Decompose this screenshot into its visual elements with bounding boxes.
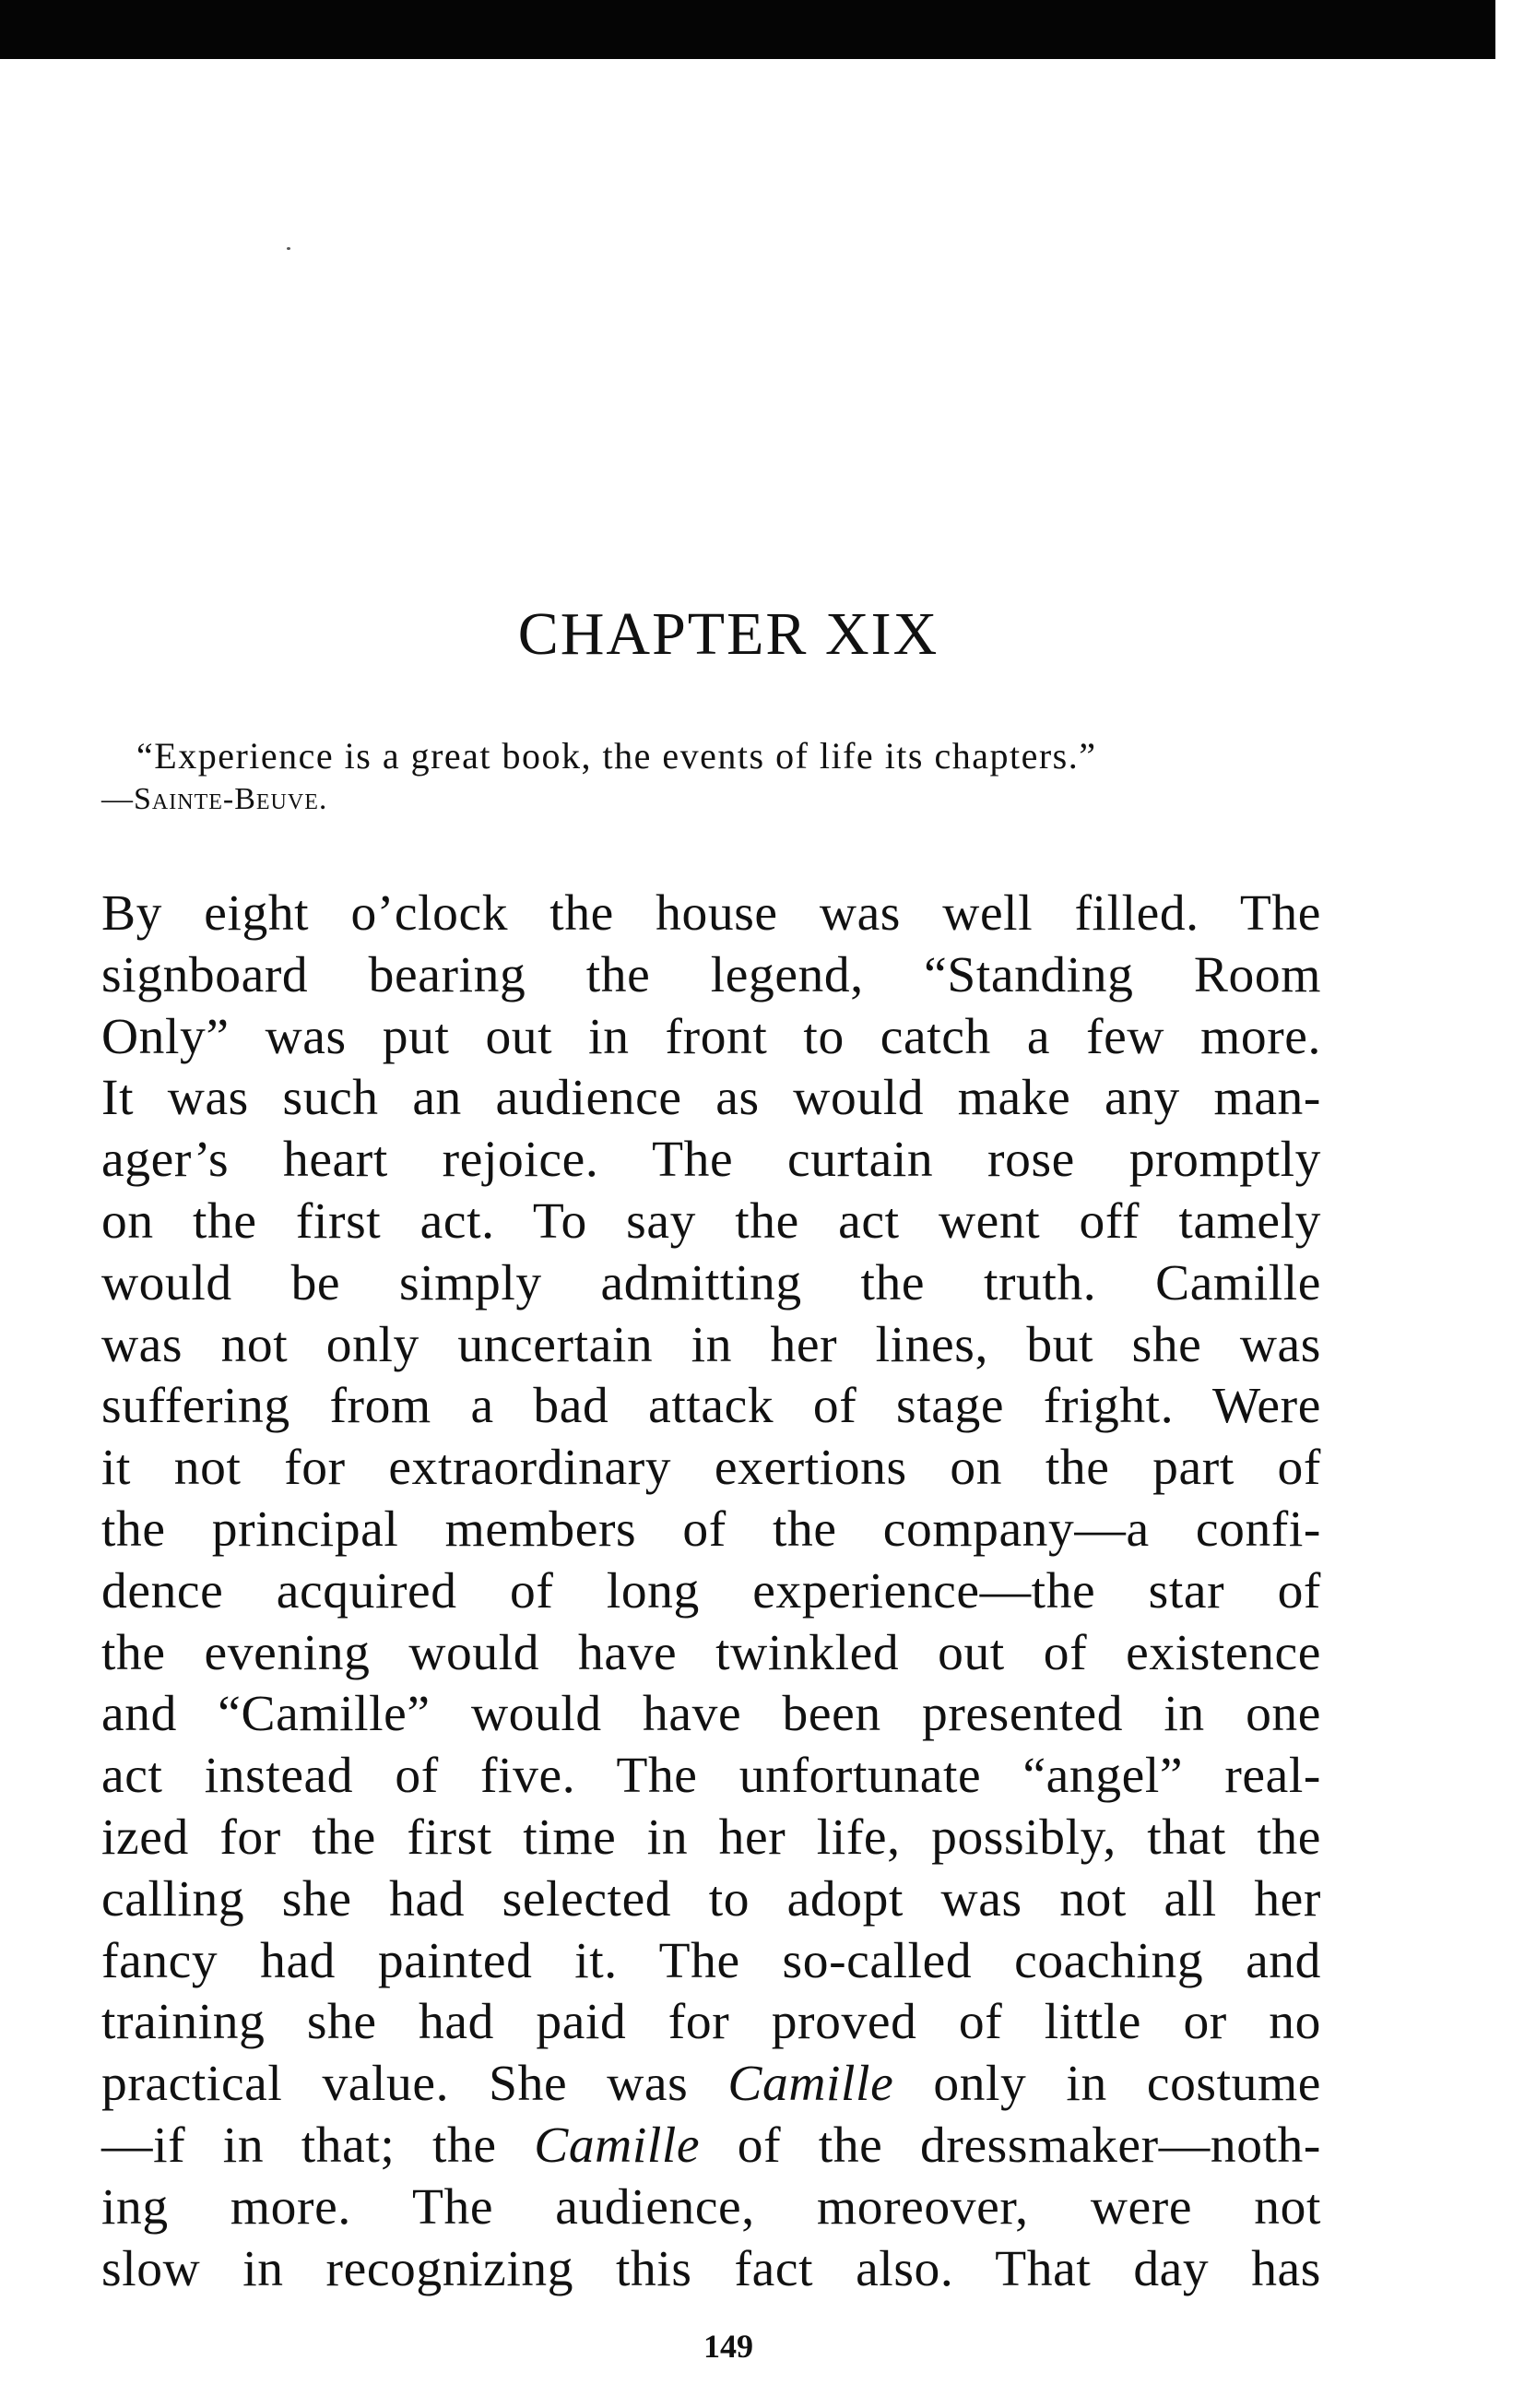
body-line: the principal members of the company—a confi- bbox=[101, 1501, 1321, 1558]
body-line: would be simply admitting the truth. Camille bbox=[101, 1254, 1321, 1311]
epigraph-quote: “Experience is a great book, the events of life its chapters.” bbox=[136, 735, 1097, 777]
page-number: 149 bbox=[703, 2328, 753, 2365]
chapter-title: CHAPTER XIX bbox=[517, 600, 939, 668]
body-line: —if in that; the Camille of the dressmaker—noth- bbox=[101, 2117, 1321, 2174]
body-line: ager’s heart rejoice. The curtain rose promptly bbox=[101, 1132, 1321, 1189]
body-line: signboard bearing the legend, “Standing Room bbox=[101, 946, 1321, 1003]
scan-speck bbox=[287, 247, 290, 250]
body-line: fancy had painted it. The so-called coaching and bbox=[101, 1932, 1321, 1989]
body-line: Only” was put out in front to catch a few more. bbox=[101, 1008, 1321, 1065]
body-line: By eight o’clock the house was well filled. The bbox=[101, 885, 1321, 942]
body-line: suffering from a bad attack of stage fright. Were bbox=[101, 1378, 1321, 1435]
body-line: on the first act. To say the act went off tamely bbox=[101, 1192, 1321, 1250]
body-line: it not for extraordinary exertions on the part of bbox=[101, 1440, 1321, 1497]
body-line: ized for the first time in her life, possibly, that the bbox=[101, 1809, 1321, 1866]
body-paragraph bbox=[101, 884, 1321, 2300]
body-line: It was such an audience as would make any man- bbox=[101, 1070, 1321, 1127]
epigraph-attribution: —Sainte-Beuve. bbox=[101, 782, 328, 816]
body-line: calling she had selected to adopt was not all her bbox=[101, 1870, 1321, 1928]
body-line: was not only uncertain in her lines, but she was bbox=[101, 1316, 1321, 1373]
scan-top-border bbox=[0, 0, 1495, 59]
body-line: training she had paid for proved of little or no bbox=[101, 1994, 1321, 2051]
body-line: slow in recognizing this fact also. That day has bbox=[101, 2240, 1321, 2297]
body-line: dence acquired of long experience—the star of bbox=[101, 1562, 1321, 1619]
body-line: and “Camille” would have been presented in one bbox=[101, 1686, 1321, 1743]
body-line: ing more. The audience, moreover, were not bbox=[101, 2178, 1321, 2236]
body-line: act instead of five. The unfortunate “angel” real- bbox=[101, 1748, 1321, 1805]
body-line: the evening would have twinkled out of existence bbox=[101, 1624, 1321, 1681]
body-line: practical value. She was Camille only in costume bbox=[101, 2056, 1321, 2113]
